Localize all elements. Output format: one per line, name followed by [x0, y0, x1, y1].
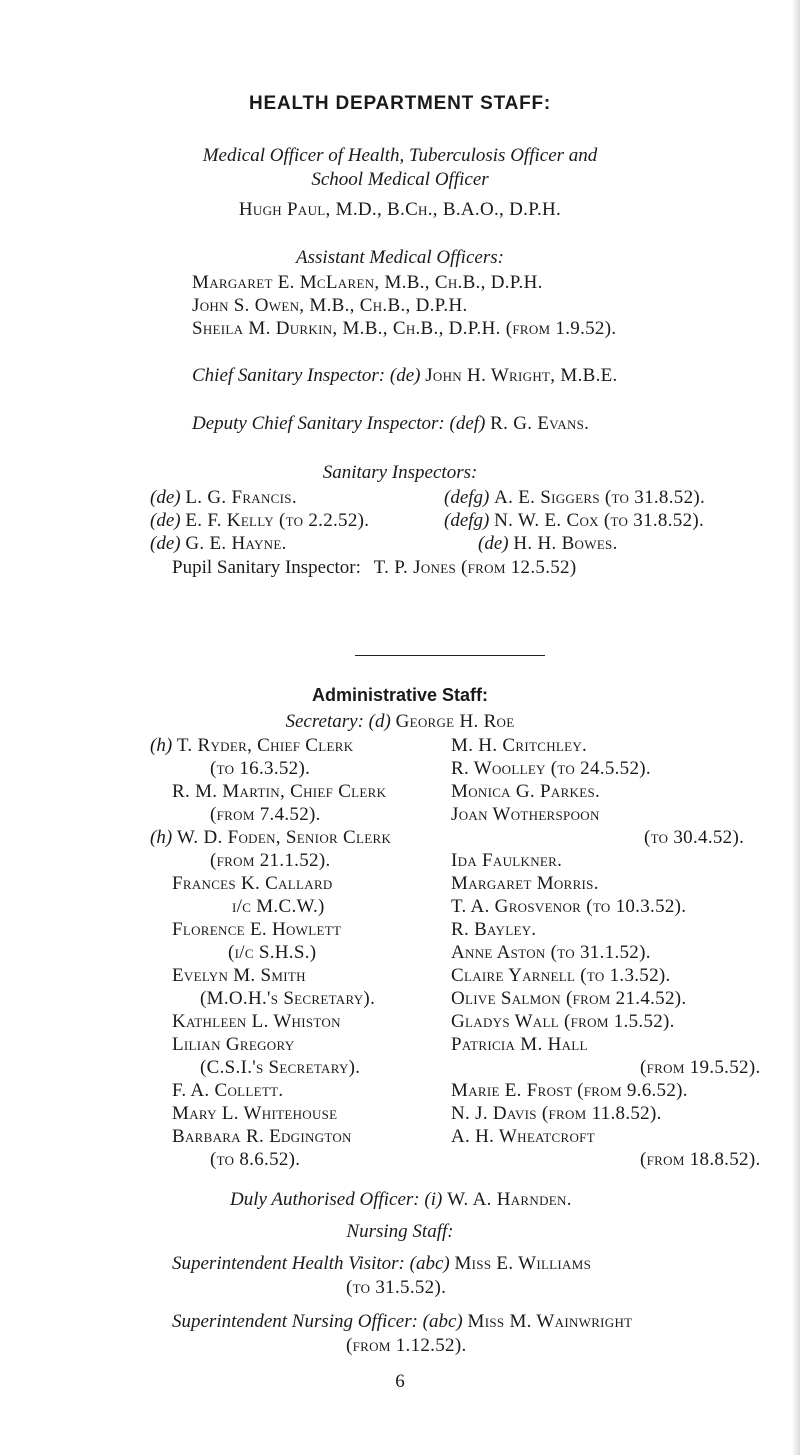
admin-right-2: R. Woolley (to 24.5.52). — [451, 758, 651, 779]
sanitary-right-1 — [444, 486, 705, 510]
duly-name: W. A. Harnden. — [447, 1189, 572, 1210]
admin-left-3: R. M. Martin, Chief Clerk — [172, 781, 387, 802]
admin-right-1: M. H. Critchley. — [451, 735, 588, 756]
entry: W. D. Foden, Senior Clerk — [176, 827, 392, 848]
admin-left-6: (from 21.1.52). — [210, 850, 331, 871]
section-divider — [355, 655, 545, 656]
deputy-si-name: R. G. Evans. — [490, 413, 590, 434]
superintendent-nursing-officer — [172, 1310, 632, 1334]
admin-right-8: T. A. Grosvenor (to 10.3.52). — [451, 896, 687, 917]
inspector-name: H. H. Bowes. — [513, 533, 618, 554]
admin-right-7: Margaret Morris. — [451, 873, 599, 894]
assistant-officer-2: John S. Owen, M.B., Ch.B., D.P.H. — [192, 295, 468, 316]
admin-right-16: Marie E. Frost (from 9.6.52). — [451, 1080, 688, 1101]
entry: T. Ryder, Chief Clerk — [176, 735, 354, 756]
deputy-si-code: (def) — [449, 413, 486, 434]
page-title: HEALTH DEPARTMENT STAFF: — [248, 93, 552, 114]
deputy-chief-sanitary-inspector — [192, 412, 589, 436]
admin-left-4: (from 7.4.52). — [210, 804, 321, 825]
admin-left-15: (C.S.I.'s Secretary). — [200, 1057, 361, 1078]
moh-role-line2: School Medical Officer — [311, 169, 489, 190]
admin-left-16: F. A. Collett. — [172, 1080, 284, 1101]
admin-right-4: Joan Wotherspoon — [451, 804, 600, 825]
admin-left-13: Kathleen L. Whiston — [172, 1011, 341, 1032]
inspector-name: G. E. Hayne. — [185, 533, 287, 554]
admin-right-12: Olive Salmon (from 21.4.52). — [451, 988, 687, 1009]
code: (de) — [150, 487, 181, 508]
admin-left-8: i/c M.C.W.) — [232, 896, 325, 917]
sanitary-left-3 — [150, 532, 287, 556]
sanitary-left-1 — [150, 486, 297, 510]
shv-date: (to 31.5.52). — [346, 1277, 447, 1298]
admin-left-5 — [150, 826, 391, 850]
sno-code: (abc) — [422, 1311, 463, 1332]
pupil-sanitary-inspector — [172, 556, 576, 580]
secretary-code: (d) — [368, 711, 391, 732]
sno-label: Superintendent Nursing Officer: — [172, 1311, 418, 1332]
admin-left-1 — [150, 734, 353, 758]
duly-authorised-officer — [230, 1188, 572, 1212]
chief-si-name: John H. Wright, M.B.E. — [425, 365, 618, 386]
admin-left-2: (to 16.3.52). — [210, 758, 311, 779]
code: (defg) — [444, 510, 490, 531]
code: (de) — [150, 533, 181, 554]
inspector-name: L. G. Francis. — [185, 487, 297, 508]
admin-right-15: (from 19.5.52). — [640, 1057, 761, 1078]
deputy-si-label: Deputy Chief Sanitary Inspector: — [192, 413, 445, 434]
admin-left-12: (M.O.H.'s Secretary). — [200, 988, 376, 1009]
inspector-name: N. W. E. Cox (to 31.8.52). — [494, 510, 705, 531]
shv-code: (abc) — [409, 1253, 450, 1274]
page-number: 6 — [395, 1371, 405, 1392]
sno-name: Miss M. Wainwright — [467, 1311, 633, 1332]
admin-right-6: Ida Faulkner. — [451, 850, 563, 871]
admin-left-10: (i/c S.H.S.) — [228, 942, 317, 963]
assistants-heading: Assistant Medical Officers: — [296, 247, 504, 268]
code: (de) — [478, 533, 509, 554]
admin-right-11: Claire Yarnell (to 1.3.52). — [451, 965, 671, 986]
sanitary-right-2 — [444, 509, 704, 533]
admin-right-9: R. Bayley. — [451, 919, 537, 940]
admin-right-5: (to 30.4.52). — [644, 827, 745, 848]
duly-code: (i) — [424, 1189, 443, 1210]
inspector-name: E. F. Kelly (to 2.2.52). — [185, 510, 370, 531]
moh-name: Hugh Paul, M.D., B.Ch., B.A.O., D.P.H. — [238, 199, 562, 220]
code: (h) — [150, 735, 173, 756]
shv-name: Miss E. Williams — [454, 1253, 592, 1274]
admin-right-18: A. H. Wheatcroft — [451, 1126, 595, 1147]
admin-right-10: Anne Aston (to 31.1.52). — [451, 942, 651, 963]
superintendent-health-visitor — [172, 1252, 591, 1276]
admin-left-14: Lilian Gregory — [172, 1034, 295, 1055]
admin-left-11: Evelyn M. Smith — [172, 965, 306, 986]
pupil-name: T. P. Jones (from 12.5.52) — [373, 557, 577, 578]
admin-right-3: Monica G. Parkes. — [451, 781, 601, 802]
code: (h) — [150, 827, 173, 848]
code: (defg) — [444, 487, 490, 508]
admin-left-17: Mary L. Whitehouse — [172, 1103, 338, 1124]
inspector-name: A. E. Siggers (to 31.8.52). — [494, 487, 706, 508]
sno-date: (from 1.12.52). — [346, 1335, 467, 1356]
moh-role-line1: Medical Officer of Health, Tuberculosis Officer and — [202, 145, 598, 166]
sanitary-heading: Sanitary Inspectors: — [322, 462, 478, 483]
chief-si-code: (de) — [389, 365, 421, 386]
admin-left-7: Frances K. Callard — [172, 873, 333, 894]
admin-left-18: Barbara R. Edgington — [172, 1126, 352, 1147]
sanitary-right-3 — [478, 532, 618, 556]
admin-right-19: (from 18.8.52). — [640, 1149, 761, 1170]
sanitary-left-2 — [150, 509, 369, 533]
admin-right-17: N. J. Davis (from 11.8.52). — [451, 1103, 662, 1124]
chief-sanitary-inspector — [192, 364, 618, 388]
assistant-officer-3: Sheila M. Durkin, M.B., Ch.B., D.P.H. (from 1.9.52). — [192, 318, 617, 339]
scan-edge-shadow — [792, 0, 800, 1455]
admin-left-9: Florence E. Howlett — [172, 919, 342, 940]
secretary-name: George H. Roe — [395, 711, 515, 732]
admin-left-19: (to 8.6.52). — [210, 1149, 301, 1170]
chief-si-label: Chief Sanitary Inspector: — [192, 365, 386, 386]
assistant-officer-1: Margaret E. McLaren, M.B., Ch.B., D.P.H. — [192, 272, 543, 293]
admin-right-14: Patricia M. Hall — [451, 1034, 588, 1055]
duly-label: Duly Authorised Officer: — [230, 1189, 420, 1210]
admin-right-13: Gladys Wall (from 1.5.52). — [451, 1011, 675, 1032]
code: (de) — [150, 510, 181, 531]
pupil-label: Pupil Sanitary Inspector: — [172, 557, 361, 578]
nursing-heading: Nursing Staff: — [346, 1221, 454, 1242]
shv-label: Superintendent Health Visitor: — [172, 1253, 405, 1274]
secretary-label: Secretary: — [285, 711, 364, 732]
admin-heading: Administrative Staff: — [311, 685, 489, 705]
secretary-line — [0, 710, 800, 734]
